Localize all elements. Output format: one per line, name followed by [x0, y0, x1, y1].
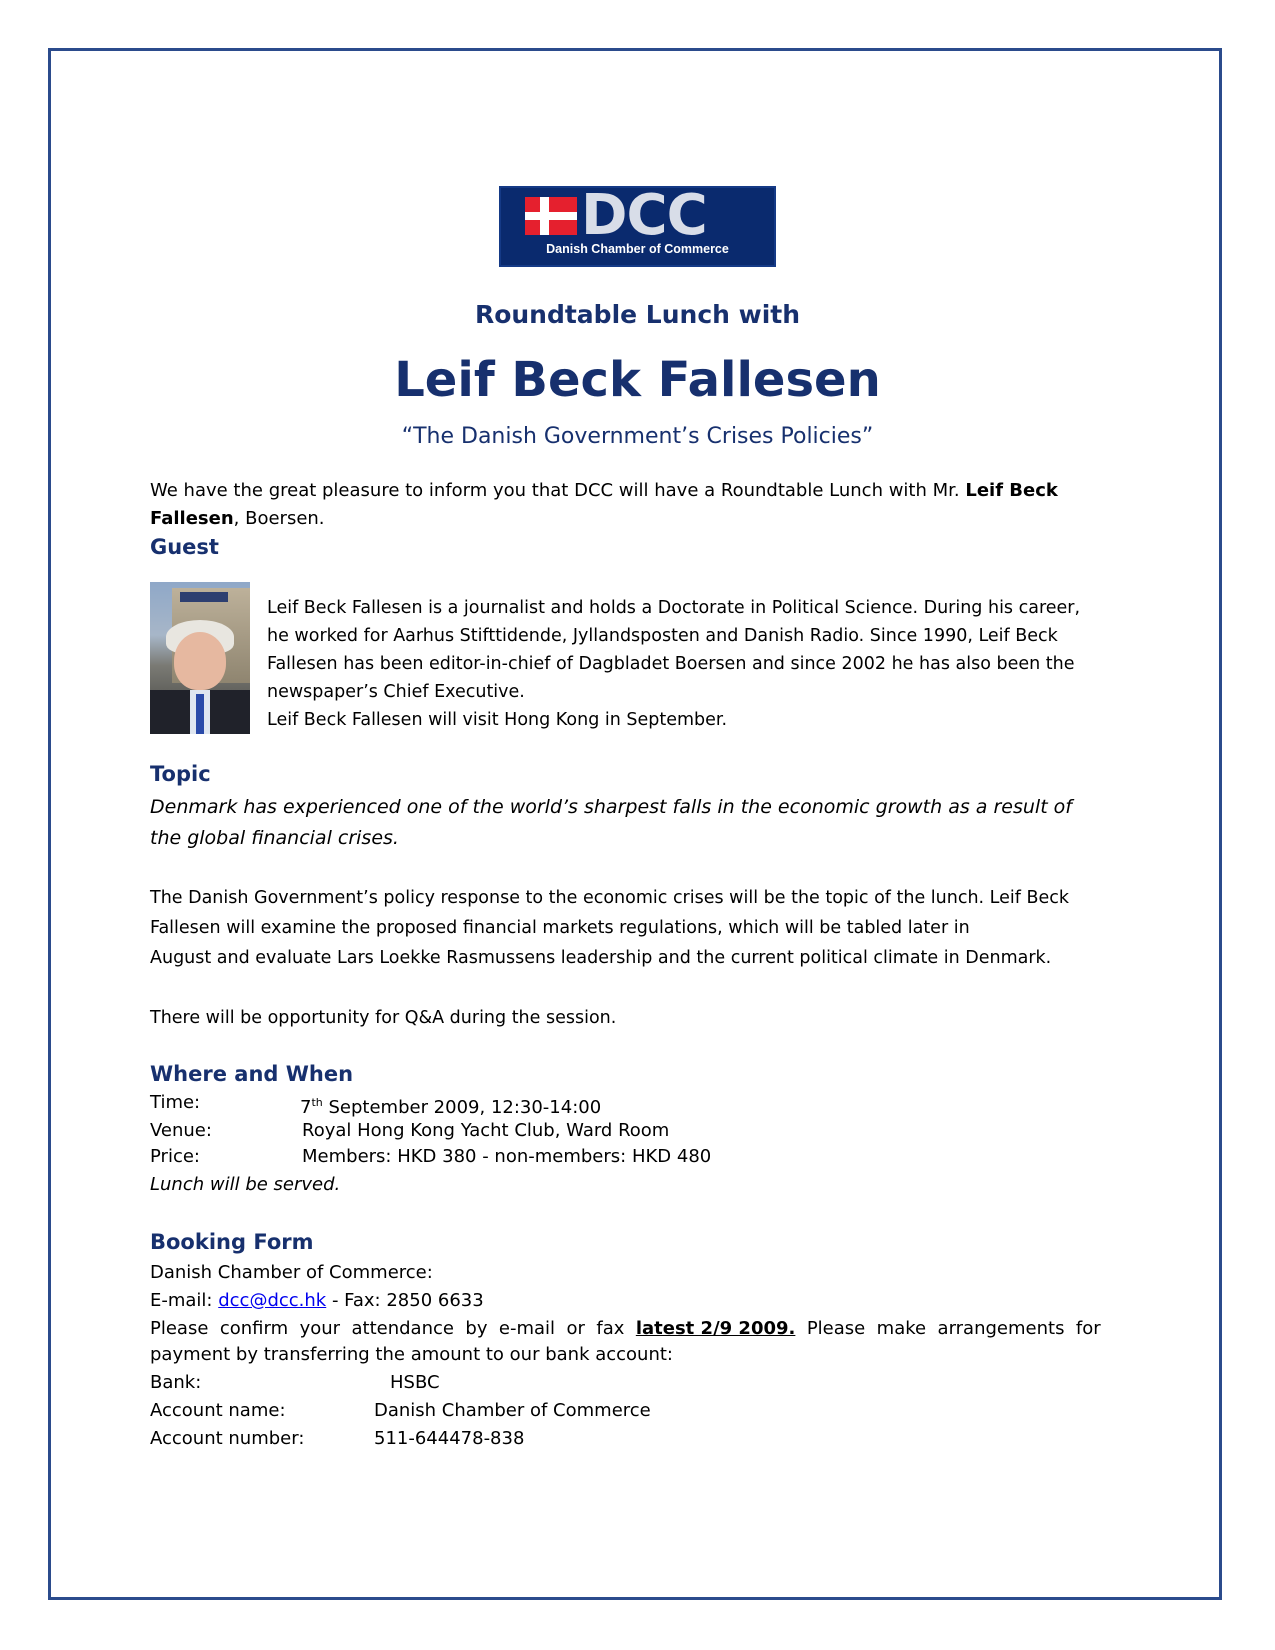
account-number-label: Account number: — [150, 1428, 305, 1449]
dcc-logo — [499, 183, 776, 267]
bank-label: Bank: — [150, 1372, 202, 1393]
time-value: 7th September 2009, 12:30-14:00 — [300, 1096, 602, 1118]
payment-line: payment by transferring the amount to our bank account: — [150, 1344, 673, 1365]
account-number-value: 511-644478-838 — [374, 1428, 525, 1449]
account-name-value: Danish Chamber of Commerce — [374, 1400, 651, 1421]
topic-lead: Denmark has experienced one of the world’s sharpest falls in the economic growth as a result of the global financial crises. — [150, 796, 1072, 849]
guest-heading: Guest — [150, 535, 219, 559]
time-label: Time: — [150, 1092, 201, 1113]
booking-heading: Booking Form — [150, 1230, 314, 1254]
logo-letters: DCC — [581, 183, 707, 248]
confirm-line: Please confirm your attendance by e-mail or fax latest 2/9 2009. Please make arrangements for — [150, 1318, 1101, 1339]
talk-title: “The Danish Government’s Crises Policies” — [401, 424, 874, 449]
venue-label: Venue: — [150, 1120, 212, 1141]
logo-subtitle: Danish Chamber of Commerce — [546, 242, 729, 256]
bio-line: he worked for Aarhus Stifttidende, Jyllandsposten and Danish Radio. Since 1990, Leif Beck — [267, 626, 1058, 646]
bio-line: Fallesen has been editor-in-chief of Dagbladet Boersen and since 2002 he has also been the — [267, 654, 1075, 674]
booking-org: Danish Chamber of Commerce: — [150, 1262, 433, 1283]
account-name-label: Account name: — [150, 1400, 286, 1421]
guest-bio — [267, 594, 1117, 734]
bio-line: Leif Beck Fallesen is a journalist and holds a Doctorate in Political Science. During his career, — [267, 598, 1081, 618]
email-link[interactable]: dcc@dcc.hk — [218, 1290, 327, 1311]
qa-note: There will be opportunity for Q&A during the session. — [150, 1008, 617, 1028]
topic-heading: Topic — [150, 762, 211, 786]
intro-paragraph: We have the great pleasure to inform you that DCC will have a Roundtable Lunch with Mr. Leif Beck Fallesen, Boersen. — [150, 480, 1058, 529]
event-pretitle: Roundtable Lunch with — [474, 300, 801, 329]
lunch-note: Lunch will be served. — [150, 1174, 341, 1195]
danish-flag-icon — [525, 197, 577, 235]
price-label: Price: — [150, 1146, 200, 1167]
bank-value: HSBC — [390, 1372, 440, 1393]
venue-value: Royal Hong Kong Yacht Club, Ward Room — [302, 1120, 670, 1141]
page-title: Leif Beck Fallesen — [394, 352, 881, 408]
where-when-heading: Where and When — [150, 1062, 354, 1086]
guest-photo — [150, 582, 250, 734]
booking-contact: E-mail: dcc@dcc.hk - Fax: 2850 6633 — [150, 1290, 484, 1311]
deadline: latest 2/9 2009. — [635, 1318, 796, 1339]
bio-line: newspaper’s Chief Executive. — [267, 682, 525, 702]
price-value: Members: HKD 380 - non-members: HKD 480 — [302, 1146, 712, 1167]
topic-paragraph: The Danish Government’s policy response to the economic crises will be the topic of the lunch. Leif Beck Fallesen will examine the proposed financial markets regulations, which will be tabled later in August and evaluate Lars Loekke Rasmussens leadership and the current political climate in Denmark. — [150, 888, 1070, 968]
bio-line: Leif Beck Fallesen will visit Hong Kong in September. — [267, 710, 728, 730]
